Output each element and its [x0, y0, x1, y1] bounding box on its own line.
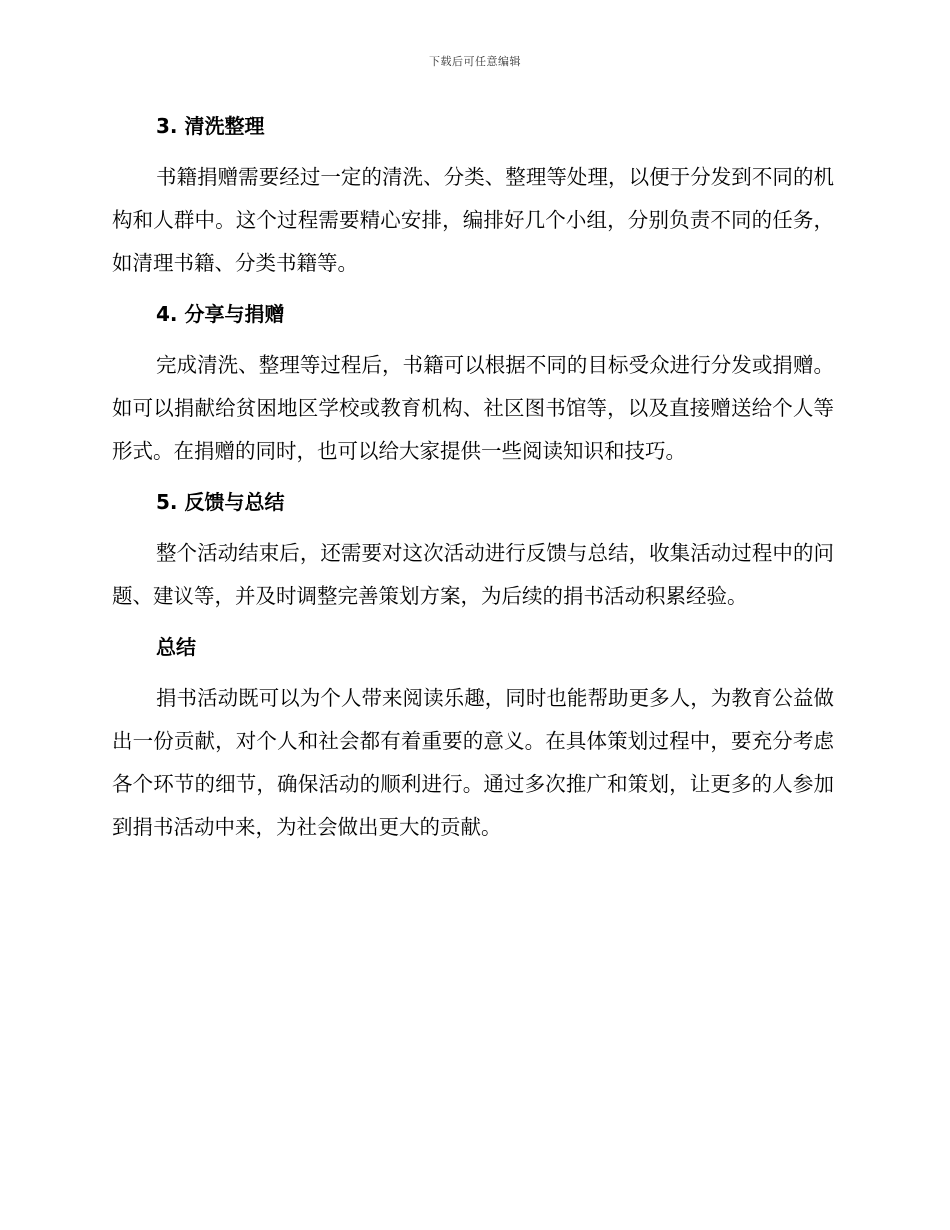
document-body [112, 108, 834, 860]
section-heading: 总结 [156, 635, 196, 659]
section-heading: 5. 反馈与总结 [156, 490, 285, 514]
section-cleaning [112, 108, 834, 285]
section-conclusion [112, 629, 834, 849]
section-heading: 4. 分享与捐赠 [156, 302, 285, 326]
section-paragraph: 整个活动结束后，还需要对这次活动进行反馈与总结，收集活动过程中的问题、建议等，并及时调整完善策划方案，为后续的捐书活动积累经验。 [112, 541, 834, 608]
section-paragraph: 完成清洗、整理等过程后，书籍可以根据不同的目标受众进行分发或捐赠。如可以捐献给贫困地区学校或教育机构、社区图书馆等，以及直接赠送给个人等形式。在捐赠的同时，也可以给大家提供一些阅读知识和技巧。 [112, 353, 834, 463]
section-sharing-donation [112, 296, 834, 473]
section-feedback-summary [112, 484, 834, 618]
section-paragraph: 书籍捐赠需要经过一定的清洗、分类、整理等处理，以便于分发到不同的机构和人群中。这个过程需要精心安排，编排好几个小组，分别负责不同的任务，如清理书籍、分类书籍等。 [112, 165, 834, 275]
section-heading: 3. 清洗整理 [156, 114, 265, 138]
page-header: 下载后可任意编辑 [429, 55, 521, 68]
section-paragraph: 捐书活动既可以为个人带来阅读乐趣，同时也能帮助更多人，为教育公益做出一份贡献，对个人和社会都有着重要的意义。在具体策划过程中，要充分考虑各个环节的细节，确保活动的顺利进行。通过多次推广和策划，让更多的人参加到捐书活动中来，为社会做出更大的贡献。 [112, 686, 834, 839]
